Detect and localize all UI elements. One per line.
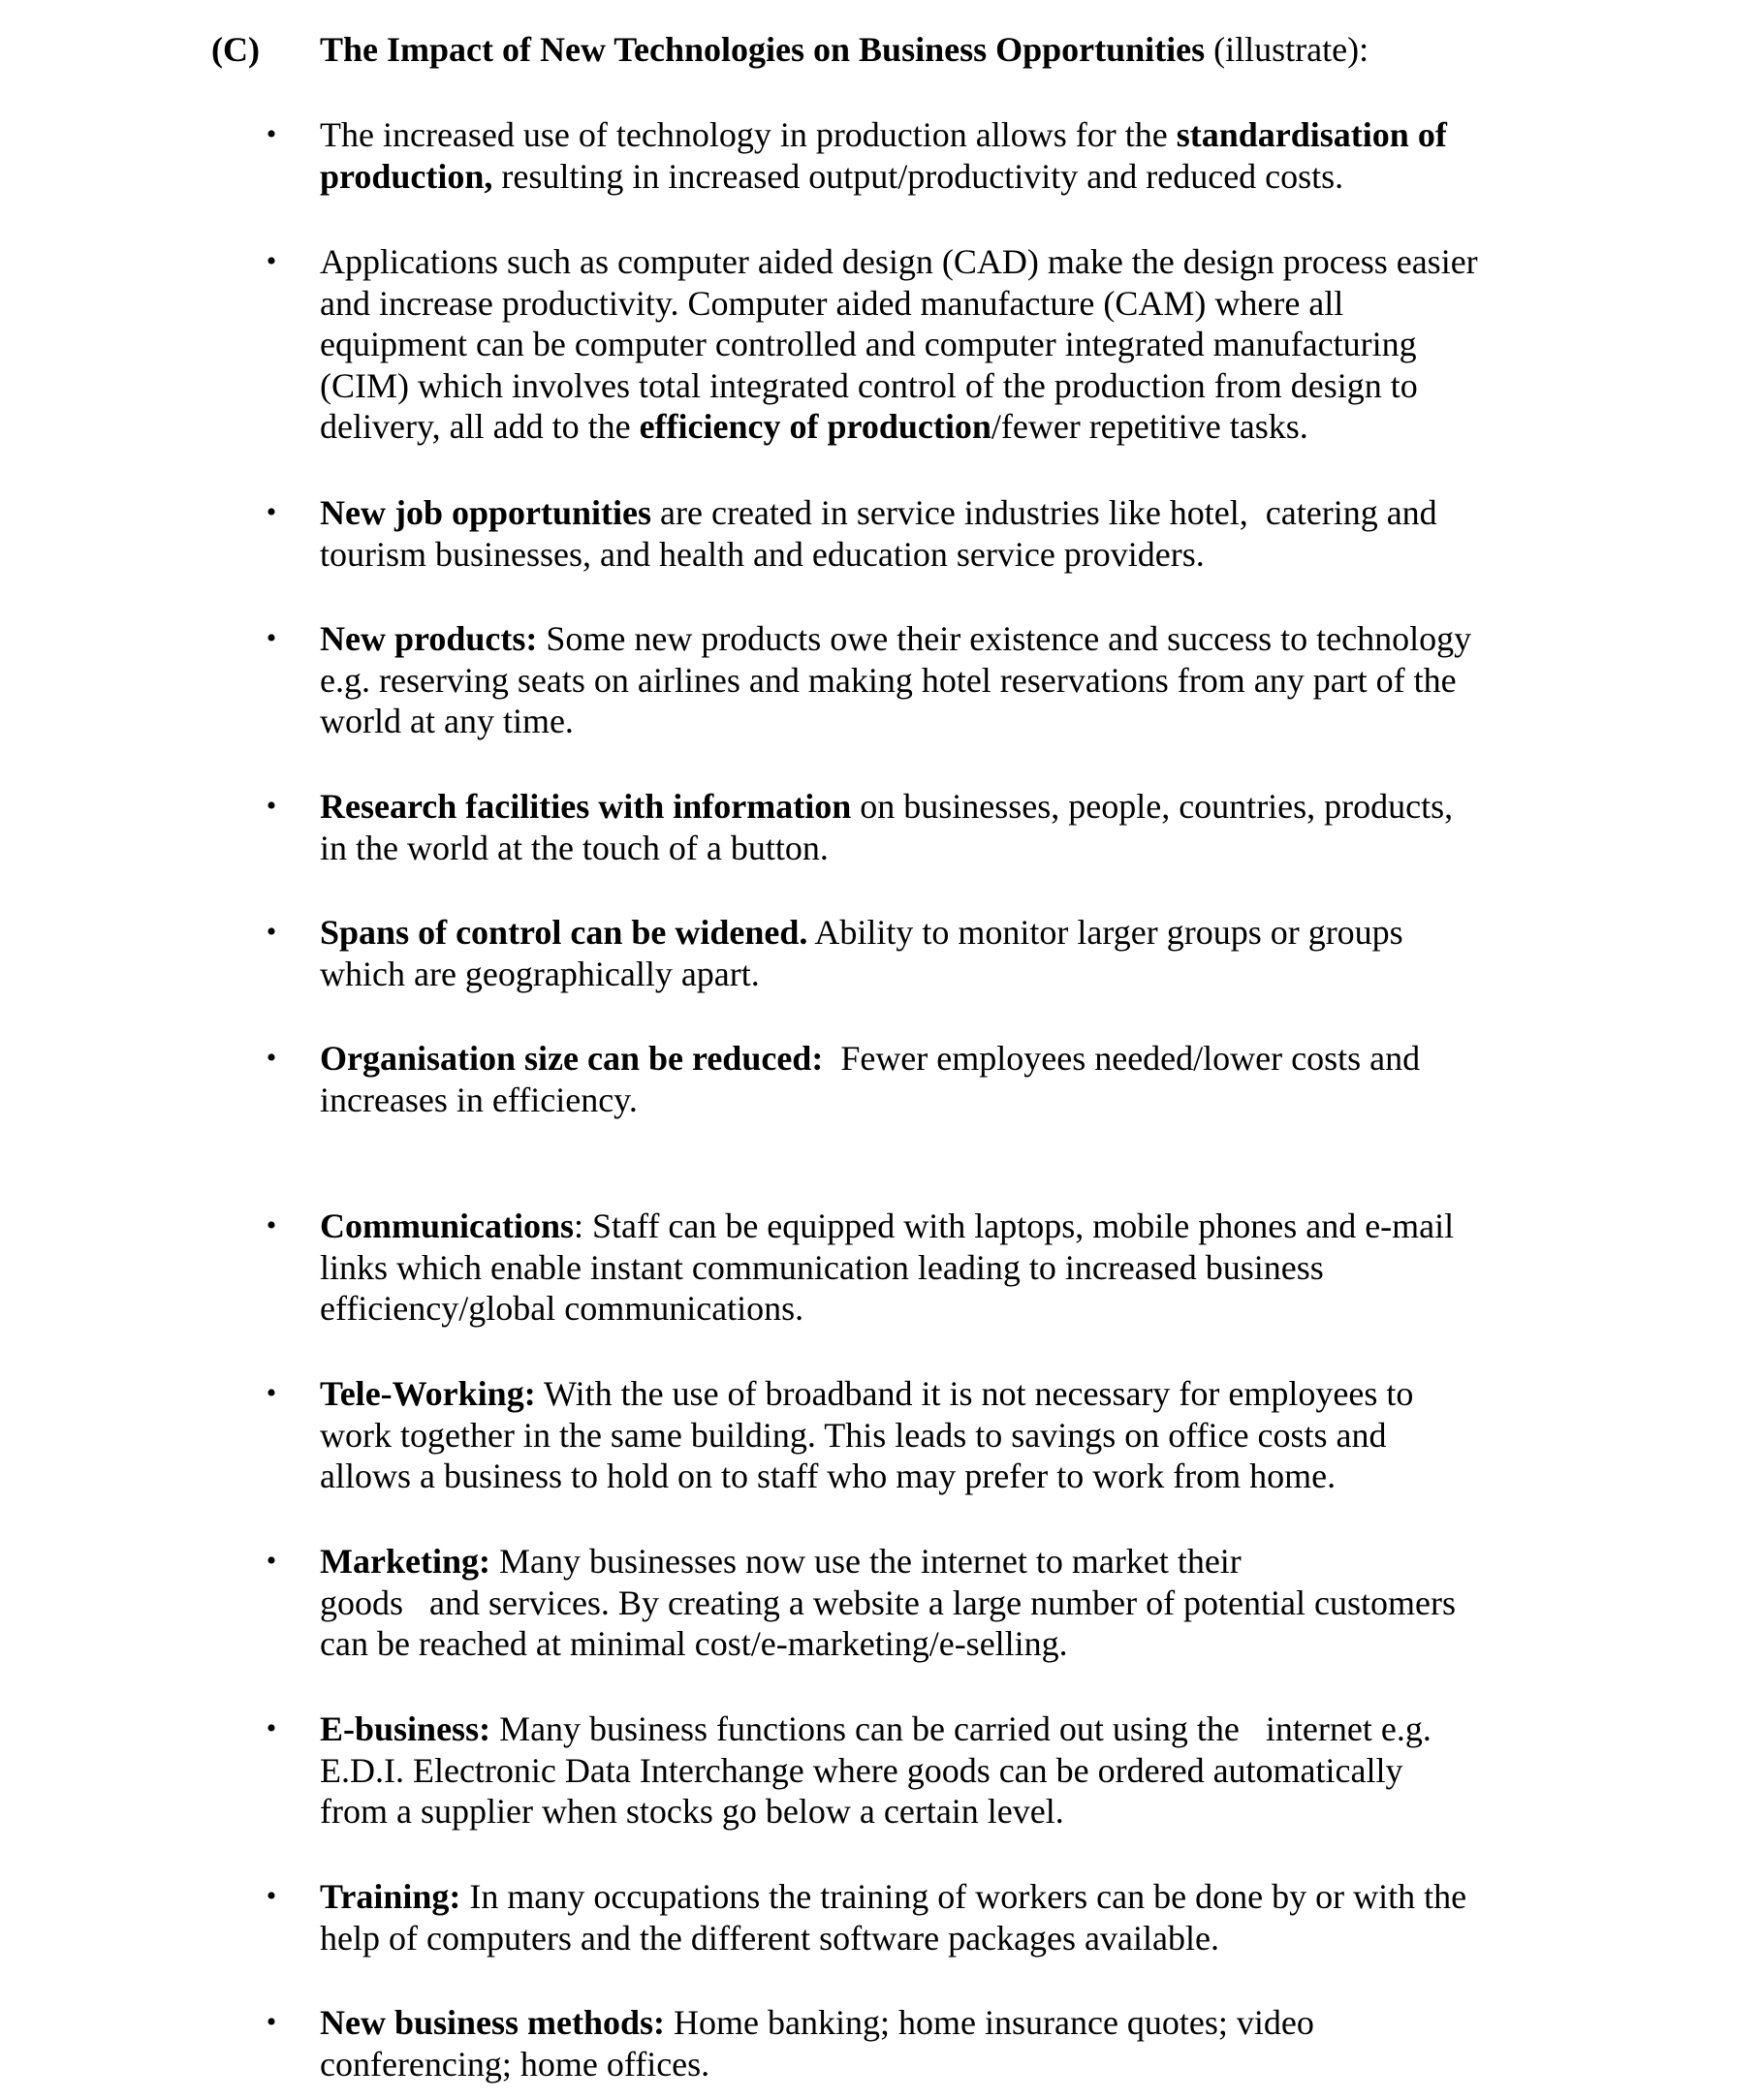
body-text: increases in efficiency. bbox=[320, 1080, 638, 1119]
text-line bbox=[320, 1206, 1531, 1247]
body-text: allows a business to hold on to staff who may prefer to work from home. bbox=[320, 1457, 1337, 1495]
text-line bbox=[320, 1918, 1531, 1959]
body-text: Fewer employees needed/lower costs and bbox=[823, 1039, 1421, 1078]
body-text: efficiency/global communications. bbox=[320, 1289, 804, 1328]
item-text bbox=[320, 1373, 1531, 1497]
item-text bbox=[320, 1541, 1531, 1665]
body-text: E.D.I. Electronic Data Interchange where goods can be ordered automatically bbox=[320, 1750, 1403, 1790]
bullet-icon: • bbox=[266, 916, 277, 948]
text-line bbox=[320, 660, 1531, 702]
bold-text: Spans of control can be widened. bbox=[320, 913, 808, 952]
text-line bbox=[320, 1415, 1531, 1457]
text-line bbox=[320, 1288, 1531, 1330]
body-text: /fewer repetitive tasks. bbox=[991, 407, 1308, 446]
item-text bbox=[320, 114, 1531, 197]
body-text: world at any time. bbox=[320, 702, 574, 740]
body-text: resulting in increased output/productivity and reduced costs. bbox=[492, 156, 1344, 196]
text-line bbox=[320, 1623, 1531, 1665]
text-line bbox=[320, 324, 1531, 365]
bullet-icon: • bbox=[266, 790, 277, 822]
body-text: on businesses, people, countries, products, bbox=[851, 787, 1454, 826]
text-line bbox=[320, 283, 1531, 325]
bold-text: standardisation of bbox=[1176, 115, 1447, 154]
bullet-icon: • bbox=[266, 1880, 277, 1912]
item-text bbox=[320, 241, 1531, 448]
bullet-icon: • bbox=[266, 1377, 277, 1409]
body-text: are created in service industries like hotel, catering and bbox=[651, 493, 1437, 532]
text-line bbox=[320, 114, 1531, 156]
body-text: Some new products owe their existence and success to technology bbox=[537, 619, 1472, 658]
text-line bbox=[320, 1708, 1531, 1750]
body-text: from a supplier when stocks go below a certain level. bbox=[320, 1792, 1064, 1831]
text-line bbox=[320, 241, 1531, 283]
body-text: in the world at the touch of a button. bbox=[320, 828, 829, 867]
body-text: Applications such as computer aided design (CAD) make the design process easier bbox=[320, 242, 1478, 281]
body-text: goods and services. By creating a website a large number of potential customers bbox=[320, 1583, 1456, 1622]
item-text bbox=[320, 1206, 1531, 1330]
bold-text: Organisation size can be reduced: bbox=[320, 1039, 824, 1078]
text-line bbox=[320, 618, 1531, 660]
section-title bbox=[320, 29, 1369, 70]
text-line bbox=[320, 828, 1531, 869]
item-text bbox=[320, 618, 1531, 742]
bold-text: New business methods: bbox=[320, 2003, 666, 2042]
section-title-rest: (illustrate): bbox=[1205, 30, 1369, 69]
item-text bbox=[320, 492, 1531, 575]
bullet-icon: • bbox=[266, 245, 277, 277]
bullet-icon: • bbox=[266, 622, 277, 654]
bold-text: efficiency of production bbox=[639, 407, 991, 446]
section-title-bold: The Impact of New Technologies on Business Opportunities bbox=[320, 30, 1206, 69]
item-text bbox=[320, 912, 1531, 994]
text-line bbox=[320, 365, 1531, 407]
body-text: : Staff can be equipped with laptops, mobile phones and e-mail bbox=[574, 1207, 1455, 1245]
text-line bbox=[320, 1456, 1531, 1497]
text-line bbox=[320, 1583, 1531, 1624]
bullet-icon: • bbox=[266, 1042, 277, 1074]
body-text: and increase productivity. Computer aided manufacture (CAM) where all bbox=[320, 283, 1344, 323]
bullet-icon: • bbox=[266, 2006, 277, 2038]
text-line bbox=[320, 2002, 1531, 2044]
body-text: delivery, all add to the bbox=[320, 407, 640, 446]
item-text bbox=[320, 786, 1531, 868]
body-text: Ability to monitor larger groups or groups bbox=[807, 913, 1403, 952]
bold-text: production, bbox=[320, 156, 493, 196]
item-text bbox=[320, 1708, 1531, 1833]
text-line bbox=[320, 156, 1531, 198]
text-line bbox=[320, 1541, 1531, 1583]
text-line bbox=[320, 1247, 1531, 1289]
text-line bbox=[320, 406, 1531, 448]
body-text: The increased use of technology in production allows for the bbox=[320, 115, 1177, 154]
body-text: With the use of broadband it is not necessary for employees to bbox=[535, 1374, 1414, 1413]
bold-text: E-business: bbox=[320, 1709, 491, 1748]
text-line bbox=[320, 492, 1531, 534]
body-text: help of computers and the different software packages available. bbox=[320, 1918, 1219, 1958]
body-text: equipment can be computer controlled and computer integrated manufacturing bbox=[320, 325, 1417, 363]
bold-text: Research facilities with information bbox=[320, 787, 852, 826]
text-line bbox=[320, 1791, 1531, 1833]
text-line bbox=[320, 1080, 1531, 1121]
bold-text: New products: bbox=[320, 619, 538, 658]
body-text: (CIM) which involves total integrated control of the production from design to bbox=[320, 365, 1418, 405]
bullet-icon: • bbox=[266, 1545, 277, 1577]
bold-text: Communications bbox=[320, 1207, 575, 1245]
body-text: In many occupations the training of workers can be done by or with the bbox=[460, 1877, 1467, 1916]
text-line bbox=[320, 1373, 1531, 1415]
item-text bbox=[320, 1038, 1531, 1120]
bold-text: Marketing: bbox=[320, 1542, 490, 1581]
section-label: (C) bbox=[211, 30, 260, 69]
bullet-icon: • bbox=[266, 1712, 277, 1744]
body-text: work together in the same building. This leads to savings on office costs and bbox=[320, 1415, 1387, 1455]
text-line bbox=[320, 1750, 1531, 1792]
bold-text: Training: bbox=[320, 1877, 461, 1916]
bold-text: Tele-Working: bbox=[320, 1374, 536, 1413]
bold-text: New job opportunities bbox=[320, 493, 652, 532]
body-text: can be reached at minimal cost/e-marketing/e-selling. bbox=[320, 1624, 1068, 1663]
text-line bbox=[320, 534, 1531, 576]
body-text: Many businesses now use the internet to market their bbox=[489, 1542, 1242, 1581]
text-line bbox=[320, 2044, 1531, 2085]
item-text bbox=[320, 2002, 1531, 2084]
text-line bbox=[320, 1876, 1531, 1918]
text-line bbox=[320, 1038, 1531, 1080]
text-line bbox=[320, 912, 1531, 954]
body-text: Many business functions can be carried out using the internet e.g. bbox=[490, 1709, 1432, 1748]
bullet-icon: • bbox=[266, 1209, 277, 1241]
text-line bbox=[320, 786, 1531, 828]
body-text: e.g. reserving seats on airlines and making hotel reservations from any part of the bbox=[320, 660, 1457, 700]
body-text: links which enable instant communication leading to increased business bbox=[320, 1247, 1324, 1287]
text-line bbox=[320, 701, 1531, 742]
body-text: which are geographically apart. bbox=[320, 954, 760, 993]
item-text bbox=[320, 1876, 1531, 1959]
bullet-icon: • bbox=[266, 118, 277, 150]
text-line bbox=[320, 954, 1531, 995]
bullet-icon: • bbox=[266, 496, 277, 528]
body-text: conferencing; home offices. bbox=[320, 2044, 710, 2084]
body-text: Home banking; home insurance quotes; video bbox=[665, 2003, 1314, 2042]
body-text: tourism businesses, and health and education service providers. bbox=[320, 534, 1205, 574]
